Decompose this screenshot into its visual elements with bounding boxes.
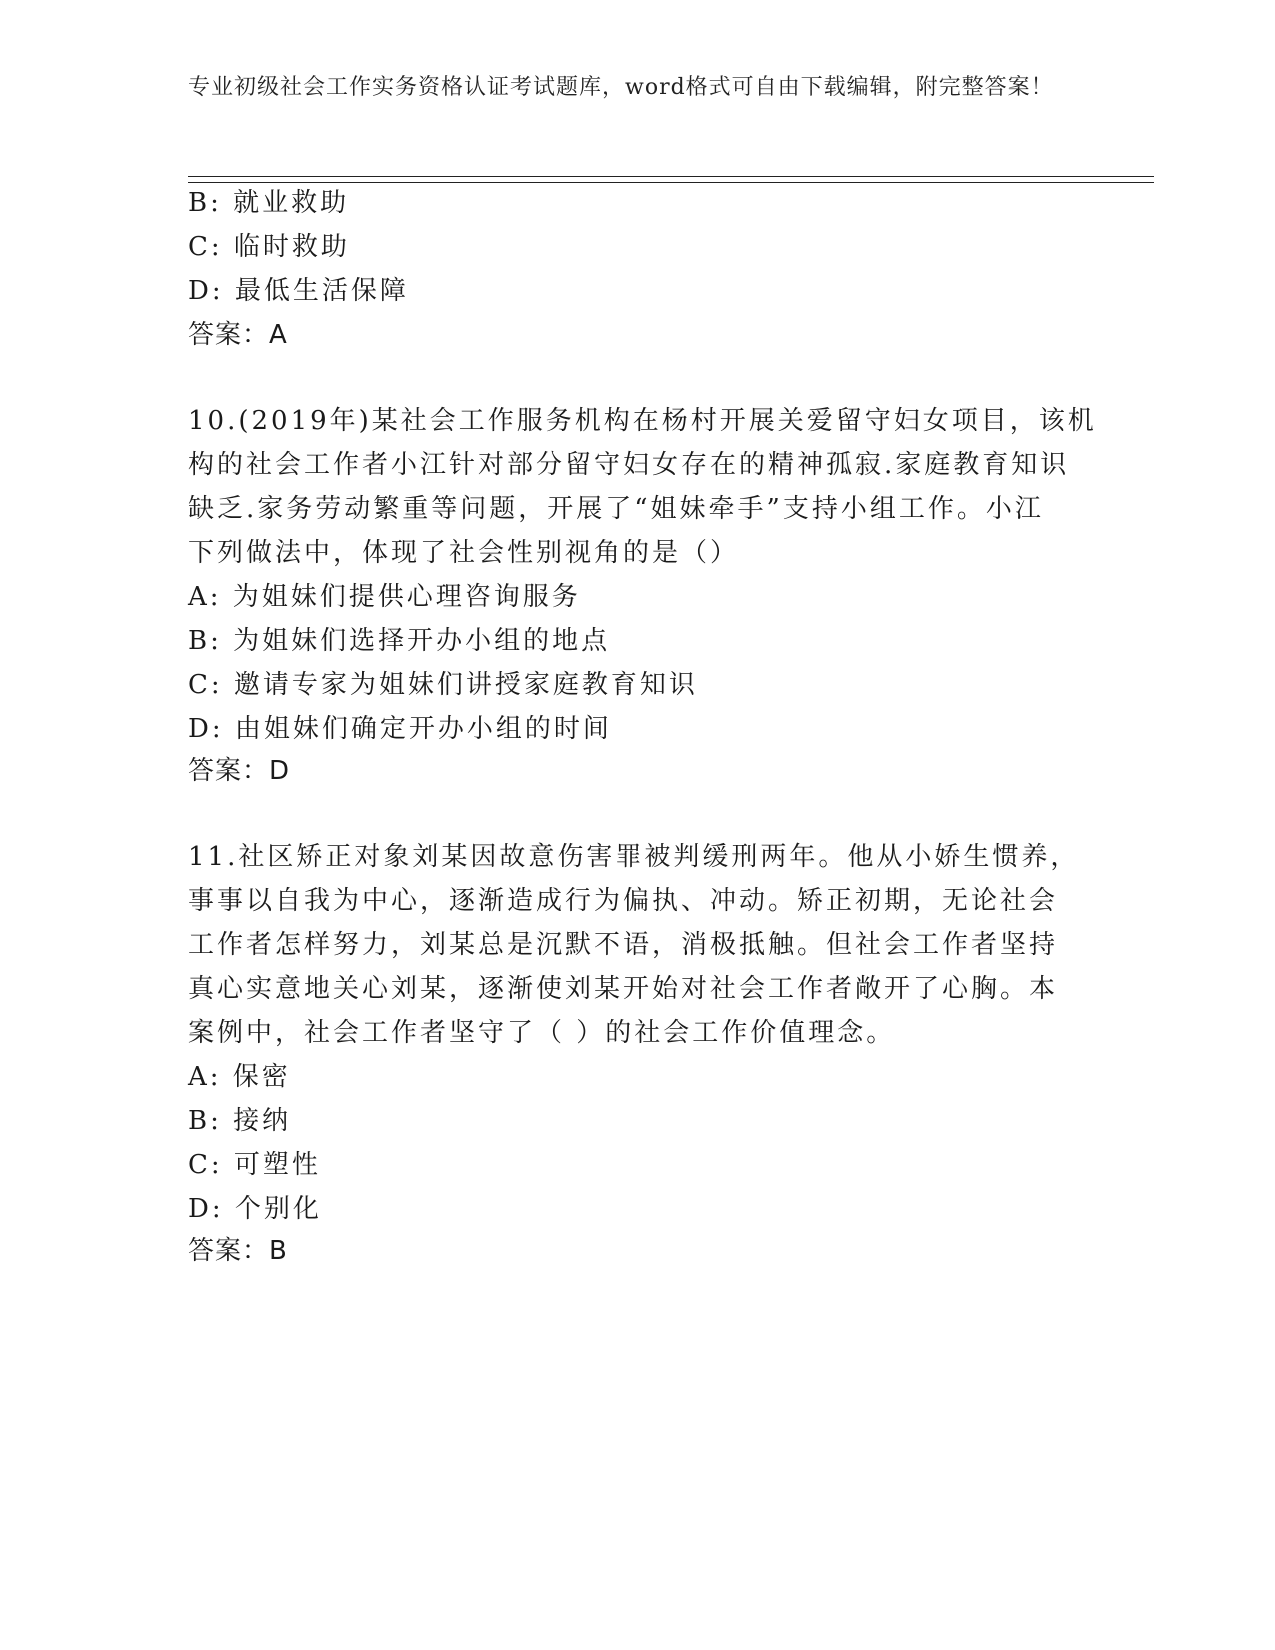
- question-11-stem-line: 11.社区矫正对象刘某因故意伤害罪被判缓刑两年。他从小娇生惯养，: [188, 842, 1080, 872]
- option-b: B: 就业救助: [188, 188, 350, 218]
- option-d: D: 最低生活保障: [188, 276, 409, 306]
- question-11-option-b: B: 接纳: [188, 1106, 292, 1136]
- question-10-stem-line: 构的社会工作者小江针对部分留守妇女存在的精神孤寂.家庭教育知识: [188, 450, 1070, 480]
- question-11-stem-line: 工作者怎样努力，刘某总是沉默不语，消极抵触。但社会工作者坚持: [188, 930, 1059, 960]
- header-rule-top: [188, 176, 1154, 177]
- question-10-option-a: A: 为姐妹们提供心理咨询服务: [188, 582, 581, 612]
- question-11-option-d: D: 个别化: [188, 1194, 322, 1224]
- question-11-stem-line: 事事以自我为中心，逐渐造成行为偏执、冲动。矫正初期，无论社会: [188, 886, 1059, 916]
- question-11-option-a: A: 保密: [188, 1062, 291, 1092]
- answer-line: 答案：A: [188, 320, 288, 350]
- question-10-stem-line: 下列做法中，体现了社会性别视角的是（）: [188, 538, 740, 568]
- question-11-stem-line: 真心实意地关心刘某，逐渐使刘某开始对社会工作者敞开了心胸。本: [188, 974, 1059, 1004]
- page-header: 专业初级社会工作实务资格认证考试题库，word格式可自由下载编辑，附完整答案！: [188, 75, 1054, 100]
- header-rule-bottom: [188, 182, 1154, 183]
- question-11-stem-line: 案例中，社会工作者坚守了（ ）的社会工作价值理念。: [188, 1018, 896, 1048]
- option-c: C: 临时救助: [188, 232, 350, 262]
- question-11-answer: 答案：B: [188, 1236, 288, 1266]
- question-10-stem-line: 缺乏.家务劳动繁重等问题，开展了“姐妹牵手”支持小组工作。小江: [188, 494, 1044, 524]
- question-10-option-c: C: 邀请专家为姐妹们讲授家庭教育知识: [188, 670, 698, 700]
- question-11-option-c: C: 可塑性: [188, 1150, 321, 1180]
- question-10-option-d: D: 由姐妹们确定开办小组的时间: [188, 714, 612, 744]
- question-10-answer: 答案：D: [188, 756, 291, 786]
- question-10-stem-line: 10.(2019年)某社会工作服务机构在杨村开展关爱留守妇女项目，该机: [188, 406, 1097, 436]
- question-10-option-b: B: 为姐妹们选择开办小组的地点: [188, 626, 611, 656]
